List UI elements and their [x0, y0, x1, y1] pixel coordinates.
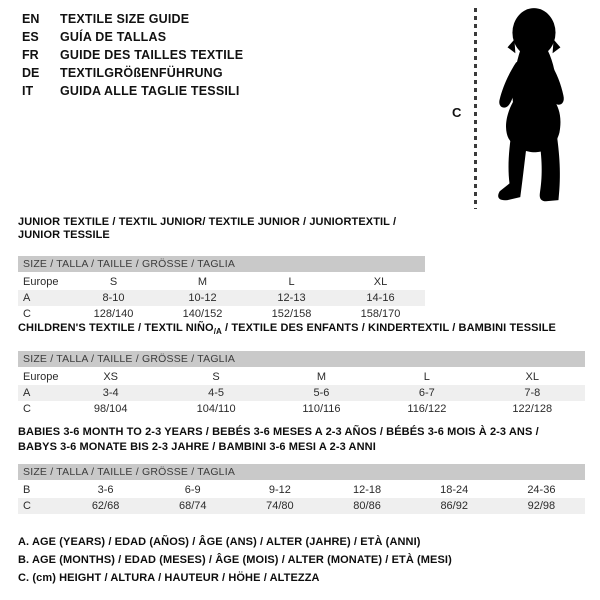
children-section	[18, 322, 585, 417]
footnote-a: A. AGE (YEARS) / EDAD (AÑOS) / ÂGE (ANS) / ALTER (JAHRE) / ETÀ (ANNI)	[18, 536, 421, 548]
size-cell: 9-12	[268, 484, 291, 496]
size-cell: 152/158	[271, 308, 312, 320]
row-label: A	[18, 385, 58, 401]
junior-size-table	[18, 274, 425, 322]
babies-title-line1: BABIES 3-6 MONTH TO 2-3 YEARS / BEBÉS 3-6 MESES A 2-3 AÑOS / BÉBÉS 3-6 MOIS À 2-3 ANS /	[18, 426, 539, 438]
children-title-sub: /A	[213, 327, 222, 337]
junior-section-title: JUNIOR TEXTILE / TEXTIL JUNIOR/ TEXTILE JUNIOR / JUNIORTEXTIL / JUNIOR TESSILE	[18, 216, 397, 241]
size-cell: 116/122	[407, 403, 447, 416]
size-cell: S	[212, 371, 220, 384]
row-label: Europe	[23, 276, 59, 288]
row-label: A	[18, 290, 69, 306]
size-cell: XS	[103, 371, 119, 384]
lang-code: EN	[22, 12, 40, 26]
row-label: C	[23, 403, 31, 416]
size-cell: L	[288, 276, 295, 288]
table-row-age	[18, 290, 425, 306]
size-cell: L	[423, 371, 430, 384]
size-cell: 3-4	[58, 385, 163, 401]
size-cell: 62/68	[62, 498, 149, 514]
junior-section	[18, 216, 425, 322]
size-cell: 3-6	[97, 484, 114, 496]
children-title-pre: CHILDREN'S TEXTILE / TEXTIL NIÑO	[18, 322, 214, 334]
size-cell: 86/92	[411, 498, 498, 514]
size-cell: 12-18	[352, 484, 382, 496]
lang-row-de	[22, 64, 243, 82]
size-cell: 4-5	[163, 385, 268, 401]
size-cell: 8-10	[69, 290, 158, 306]
children-size-header-bar: SIZE / TALLA / TAILLE / GRÖSSE / TAGLIA	[18, 351, 585, 367]
height-measure-dashed-line	[474, 8, 477, 209]
children-section-title	[18, 322, 585, 338]
size-cell: 6-9	[184, 484, 201, 496]
lang-title: GUIDA ALLE TAGLIE TESSILI	[60, 84, 240, 98]
table-row-age-months	[18, 482, 585, 498]
size-cell: 122/128	[512, 403, 553, 416]
footnote-c: C. (cm) HEIGHT / ALTURA / HAUTEUR / HÖHE / ALTEZZA	[18, 572, 320, 584]
lang-row-it	[22, 82, 243, 100]
size-cell: 140/152	[182, 308, 223, 320]
size-cell: XL	[525, 371, 540, 384]
size-cell: 7-8	[480, 385, 585, 401]
babies-size-header-bar: SIZE / TALLA / TAILLE / GRÖSSE / TAGLIA	[18, 464, 585, 480]
size-cell: 92/98	[498, 498, 585, 514]
size-cell: 158/170	[360, 308, 401, 320]
size-cell: M	[316, 371, 327, 384]
lang-row-es	[22, 28, 243, 46]
size-cell: 6-7	[374, 385, 479, 401]
children-title-post: / TEXTILE DES ENFANTS / KINDERTEXTIL / BAMBINI TESSILE	[221, 322, 556, 334]
size-cell: 24-36	[527, 484, 556, 496]
babies-title-line2: BABYS 3-6 MONATE BIS 2-3 JAHRE / BAMBINI 3-6 MESI A 2-3 ANNI	[18, 440, 376, 453]
lang-code: FR	[22, 48, 39, 62]
size-cell: 104/110	[196, 403, 236, 416]
children-size-table	[18, 369, 585, 417]
footnotes	[18, 533, 452, 587]
babies-size-table	[18, 482, 585, 514]
size-cell: S	[109, 276, 118, 288]
junior-size-header-bar: SIZE / TALLA / TAILLE / GRÖSSE / TAGLIA	[18, 256, 425, 272]
babies-section	[18, 425, 585, 514]
row-label: C	[23, 308, 31, 320]
size-cell: M	[197, 276, 208, 288]
lang-code: DE	[22, 66, 40, 80]
size-cell: 110/116	[302, 403, 341, 416]
size-cell: 10-12	[158, 290, 247, 306]
size-cell: 18-24	[440, 484, 469, 496]
babies-section-title	[18, 425, 585, 454]
table-row-height	[18, 401, 585, 417]
lang-title: TEXTILE SIZE GUIDE	[60, 12, 190, 26]
size-cell: XL	[373, 276, 388, 288]
lang-title: TEXTILGRÖßENFÜHRUNG	[60, 66, 223, 80]
size-cell: 74/80	[236, 498, 323, 514]
height-measure-label: C	[452, 105, 462, 120]
lang-code: ES	[22, 30, 39, 44]
size-cell: 12-13	[247, 290, 336, 306]
size-cell: 98/104	[93, 403, 128, 416]
toddler-silhouette-icon	[486, 7, 580, 211]
row-label: C	[18, 498, 62, 514]
size-cell: 80/86	[323, 498, 410, 514]
lang-code: IT	[22, 84, 34, 98]
table-row-age	[18, 385, 585, 401]
lang-row-fr	[22, 46, 243, 64]
row-label: Europe	[23, 371, 59, 384]
table-row-europe	[18, 369, 585, 385]
size-cell: 5-6	[269, 385, 374, 401]
size-cell: 128/140	[93, 308, 134, 320]
table-row-europe	[18, 274, 425, 290]
table-row-height	[18, 498, 585, 514]
row-label: B	[23, 484, 31, 496]
lang-title: GUÍA DE TALLAS	[60, 30, 167, 44]
lang-row-en	[22, 10, 243, 28]
table-row-height	[18, 306, 425, 322]
size-cell: 68/74	[149, 498, 236, 514]
size-cell: 14-16	[336, 290, 425, 306]
footnote-b: B. AGE (MONTHS) / EDAD (MESES) / ÂGE (MOIS) / ALTER (MONATE) / ETÀ (MESI)	[18, 554, 452, 566]
language-legend	[22, 10, 243, 100]
lang-title: GUIDE DES TAILLES TEXTILE	[60, 48, 244, 62]
